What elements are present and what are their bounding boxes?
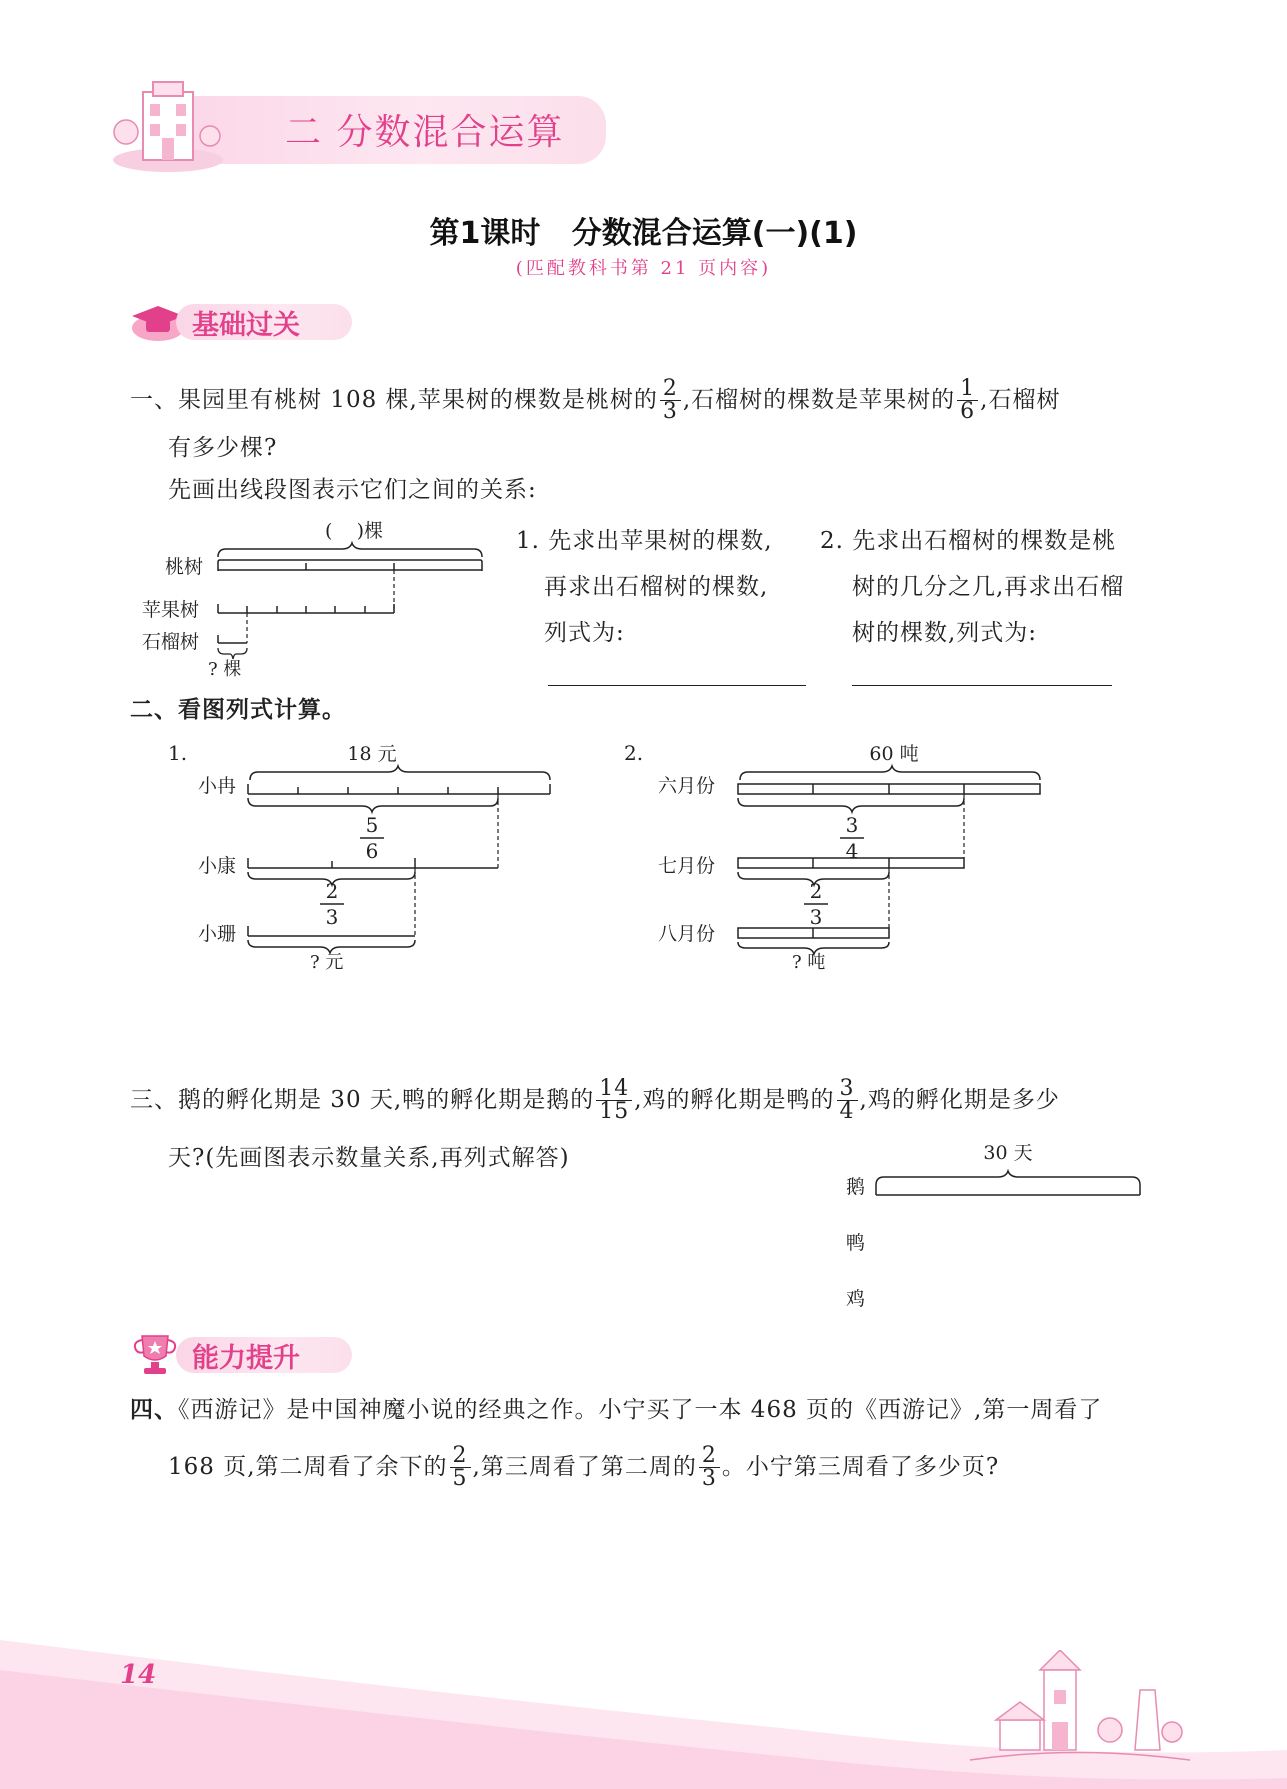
q1-method1-line3: 列式为:: [544, 620, 625, 646]
q2-d2-row3: 八月份: [658, 923, 716, 945]
q1-method2: [820, 518, 1124, 656]
section-basic-label: 基础过关: [192, 310, 300, 341]
q1-frac1-den: 3: [662, 398, 678, 424]
q3-line2: 天?(先画图表示数量关系,再列式解答): [168, 1145, 570, 1171]
q3-number: 三、: [130, 1087, 178, 1113]
q2-d1-bottom: ? 元: [310, 952, 344, 973]
q3-fraction-2: [837, 1075, 858, 1124]
q4-frac2-num: 2: [699, 1445, 720, 1468]
q4-text-a: 168 页,第二周看了余下的: [168, 1454, 448, 1480]
q2-d1-frac2-num: 2: [325, 879, 339, 903]
q2-d2-row1: 六月份: [658, 775, 716, 797]
section-ability-label: 能力提升: [192, 1343, 300, 1374]
q2-heading: 二、看图列式计算。: [130, 697, 346, 723]
q2-d1-frac1-den: 6: [365, 839, 379, 863]
q3-frac2-num: 3: [837, 1078, 858, 1101]
q2-d2-frac1-num: 3: [845, 813, 859, 837]
q2-d1-total: 18 元: [347, 743, 397, 765]
q3-text-c: ,鸡的孵化期是多少: [859, 1087, 1060, 1113]
q4-line1: [130, 1395, 1102, 1425]
q4-text-line1: 《西游记》是中国神魔小说的经典之作。小宁买了一本 468 页的《西游记》,第一周看了: [178, 1397, 1103, 1423]
q2-d2-total: 60 吨: [869, 743, 919, 765]
q4-frac2-den: 3: [701, 1465, 717, 1491]
q4-number: 四、: [130, 1396, 178, 1423]
q2-d1-row3: 小珊: [198, 923, 237, 945]
q4-text-b: ,第三周看了第二周的: [472, 1454, 697, 1480]
q2-d2-frac2-den: 3: [809, 905, 823, 929]
q2-d1-index: 1.: [168, 741, 188, 765]
q1-text-c: ,石榴树: [980, 387, 1061, 413]
q2-d1-row1: 小冉: [198, 775, 237, 797]
q1-frac1-num: 2: [660, 378, 681, 401]
q1-method2-line1: 2. 先求出石榴树的棵数是桃: [820, 528, 1117, 554]
q1-method1: [516, 518, 773, 656]
q1-number: 一、: [130, 387, 178, 413]
q1-fraction-1: [660, 375, 681, 424]
chapter-title: 二 分数混合运算: [285, 112, 565, 153]
q4-frac1-den: 5: [452, 1465, 468, 1491]
q3-diagram-total: 30 天: [983, 1142, 1033, 1164]
q3-fraction-1: [596, 1075, 632, 1124]
q1-segment-diagram: [130, 515, 510, 685]
q1-method2-line3: 树的棵数,列式为:: [852, 620, 1038, 646]
q1-row-pomegranate: 石榴树: [142, 631, 200, 653]
q4-frac1-num: 2: [450, 1445, 471, 1468]
trophy-icon: [130, 1330, 180, 1378]
q3-row-chicken: 鸡: [846, 1288, 866, 1310]
q3-line1: [130, 1070, 1060, 1130]
q2-d1-frac2-den: 3: [325, 905, 339, 929]
q3-row-goose: 鹅: [846, 1176, 866, 1198]
q3-frac1-num: 14: [596, 1078, 632, 1101]
q4-text-c: 。小宁第三周看了多少页?: [721, 1454, 1000, 1480]
school-building-icon: [108, 72, 238, 177]
q3-frac2-den: 4: [839, 1098, 855, 1124]
q2-diagram-1: [160, 736, 560, 976]
q2-d2-bottom: ? 吨: [792, 952, 826, 973]
castle-scenery-icon: [960, 1650, 1190, 1770]
q1-diagram-top-label: ( )棵: [325, 520, 383, 542]
q4-line2: [168, 1437, 999, 1497]
q2-d2-frac1-den: 4: [845, 839, 859, 863]
q3-text-b: ,鸡的孵化期是鸭的: [634, 1087, 835, 1113]
q2-d2-row2: 七月份: [658, 855, 716, 877]
q2-d1-row2: 小康: [198, 855, 237, 877]
lesson-title: 第1课时 分数混合运算(一)(1): [429, 216, 858, 251]
q1-fraction-2: [957, 375, 978, 424]
q1-text-a: 果园里有桃树 108 棵,苹果树的棵数是桃树的: [178, 387, 658, 413]
q1-answer-line-2[interactable]: [852, 685, 1112, 686]
q3-text-a: 鹅的孵化期是 30 天,鸭的孵化期是鹅的: [178, 1087, 595, 1113]
page-number: 14: [120, 1660, 157, 1690]
q4-fraction-1: [450, 1442, 471, 1491]
q1-line1: [130, 370, 1060, 430]
q1-row-apple: 苹果树: [142, 599, 200, 621]
q2-d1-frac1-num: 5: [365, 813, 379, 837]
q1-diagram-bottom-label: ? 棵: [208, 659, 242, 680]
q1-method2-line2: 树的几分之几,再求出石榴: [852, 574, 1125, 600]
q1-line2: 有多少棵?: [168, 435, 278, 461]
q1-method1-line1: 1. 先求出苹果树的棵数,: [516, 528, 773, 554]
q1-answer-line-1[interactable]: [548, 685, 806, 686]
q2-d2-index: 2.: [624, 741, 644, 765]
q1-row-peach: 桃树: [165, 556, 204, 578]
q3-diagram: [836, 1135, 1146, 1315]
q2-d2-frac2-num: 2: [809, 879, 823, 903]
q2-diagram-2: [620, 736, 1060, 976]
q1-method1-line2: 再求出石榴树的棵数,: [544, 574, 769, 600]
q4-fraction-2: [699, 1442, 720, 1491]
q3-frac1-den: 15: [599, 1098, 630, 1124]
q1-line3: 先画出线段图表示它们之间的关系:: [168, 477, 537, 503]
lesson-note: (匹配教科书第 21 页内容): [515, 258, 772, 279]
q1-frac2-den: 6: [960, 398, 976, 424]
q3-row-duck: 鸭: [846, 1232, 866, 1254]
q1-text-b: ,石榴树的棵数是苹果树的: [682, 387, 956, 413]
q1-frac2-num: 1: [957, 378, 978, 401]
